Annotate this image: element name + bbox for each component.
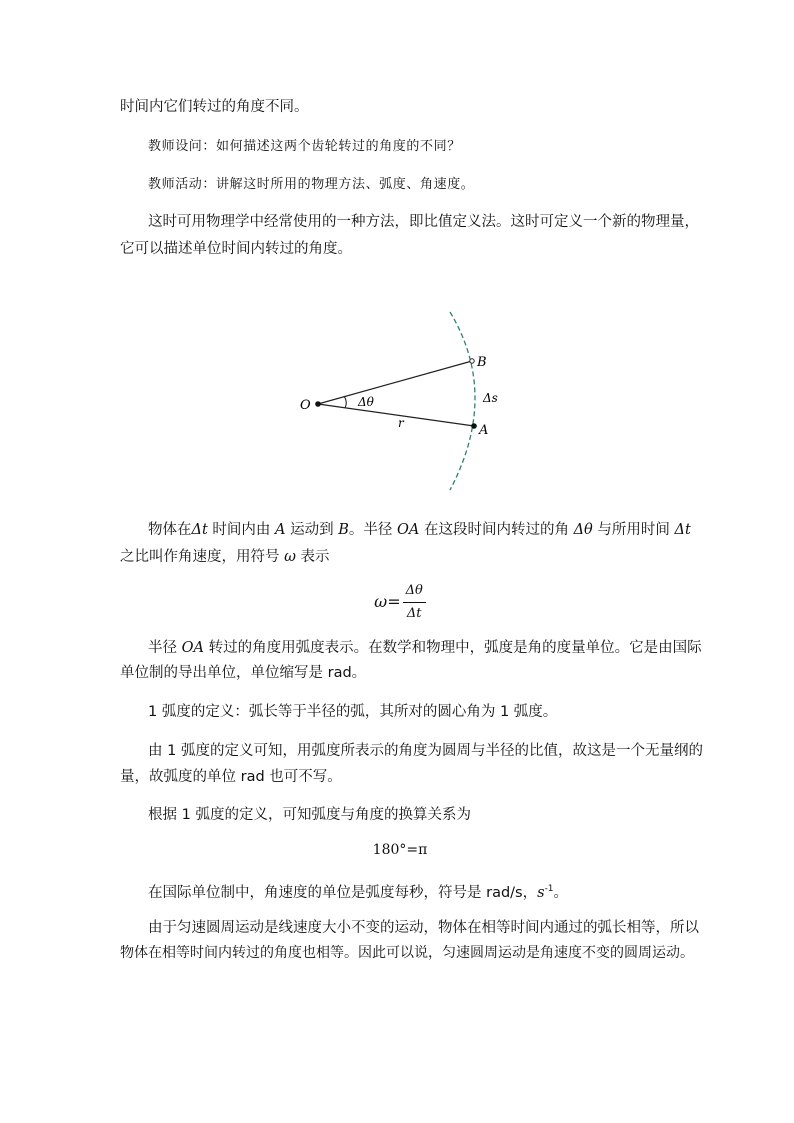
label-A: A — [479, 423, 489, 438]
text-fragment: 。半径 — [348, 522, 397, 538]
dashed-arc — [450, 312, 475, 490]
text-fragment: 在国际单位制中，角速度的单位是弧度每秒，符号是 rad/s， — [148, 884, 538, 901]
paragraph-4-line-1: 这时可用物理学中经常使用的一种方法，即比值定义法。这时可定义一个新的物理量， — [148, 214, 699, 230]
radian-definition: 1 弧度的定义：弧长等于半径的弧，其所对的圆心角为 1 弧度。 — [148, 704, 558, 720]
fraction-numerator: Δθ — [403, 582, 426, 603]
fraction-denominator: Δt — [406, 606, 422, 621]
text-fragment: 之比叫作角速度，用符号 — [120, 549, 285, 565]
text-fragment: 物体在 — [148, 522, 192, 538]
paragraph-4-line-2: 它可以描述单位时间内转过的角度。 — [120, 241, 352, 257]
paragraph-1: 时间内它们转过的角度不同。 — [120, 99, 309, 115]
conversion-equation: 180°=π — [372, 842, 428, 858]
OA-symbol: OA — [181, 640, 204, 656]
paragraph-6-line-1 — [148, 638, 702, 658]
text-fragment: 与所用时间 — [592, 522, 675, 538]
paragraph-9: 根据 1 弧度的定义，可知弧度与角度的换算关系为 — [148, 807, 471, 823]
omega-symbol: ω — [284, 549, 296, 565]
text-fragment: 半径 — [148, 640, 182, 656]
paragraph-5-line-2 — [120, 547, 680, 567]
label-delta-s: Δs — [483, 391, 498, 405]
text-fragment: 表示 — [295, 549, 330, 565]
paragraph-11-line-2: 物体在相等时间内转过的角度也相等。因此可以说，匀速圆周运动是角速度不变的圆周运动。 — [120, 945, 694, 961]
OA-symbol: OA — [397, 522, 420, 538]
point-A-symbol: A — [275, 522, 286, 538]
label-B: B — [477, 355, 487, 370]
teacher-question: 教师设问：如何描述这两个齿轮转过的角度的不同？ — [148, 139, 461, 154]
teacher-activity: 教师活动：讲解这时所用的物理方法、弧度、角速度。 — [148, 177, 475, 192]
text-fragment: 运动到 — [285, 522, 339, 538]
point-O — [315, 401, 321, 407]
paragraph-8-line-1: 由 1 弧度的定义可知，用弧度所表示的角度为圆周与半径的比值，故这是一个无量纲的 — [148, 743, 703, 759]
label-delta-theta: Δθ — [358, 395, 374, 409]
point-B — [470, 359, 474, 363]
paragraph-8-line-2: 量，故弧度的单位 rad 也可不写。 — [120, 769, 342, 785]
text-fragment: 在这段时间内转过的角 — [419, 522, 574, 538]
delta-t-symbol: Δt — [191, 522, 208, 538]
paragraph-11-line-1: 由于匀速圆周运动是线速度大小不变的运动，物体在相等时间内通过的弧长相等，所以 — [148, 920, 699, 936]
delta-t-symbol-2: Δt — [674, 522, 691, 538]
label-O: O — [300, 398, 311, 413]
text-fragment: 。 — [553, 884, 569, 901]
radius-OA — [318, 404, 474, 426]
unit-exponent: -1 — [544, 884, 554, 894]
angle-arc — [344, 396, 346, 408]
angular-velocity-diagram — [0, 300, 794, 520]
radius-OB — [318, 361, 472, 404]
point-A — [471, 423, 477, 429]
angular-velocity-equation — [360, 582, 440, 623]
text-fragment: 时间内由 — [207, 522, 276, 538]
label-r: r — [398, 416, 404, 430]
delta-theta-symbol: Δθ — [573, 522, 593, 538]
paragraph-5-line-1 — [148, 520, 691, 540]
point-B-symbol: B — [338, 522, 349, 538]
paragraph-10 — [148, 879, 678, 903]
paragraph-6-line-2: 单位制的导出单位，单位缩写是 rad。 — [120, 665, 367, 681]
fraction — [403, 582, 426, 623]
text-fragment: 转过的角度用弧度表示。在数学和物理中，弧度是角的度量单位。它是由国际 — [203, 640, 702, 656]
equation-lhs: ω= — [374, 592, 401, 611]
unit-s: s — [537, 884, 545, 901]
